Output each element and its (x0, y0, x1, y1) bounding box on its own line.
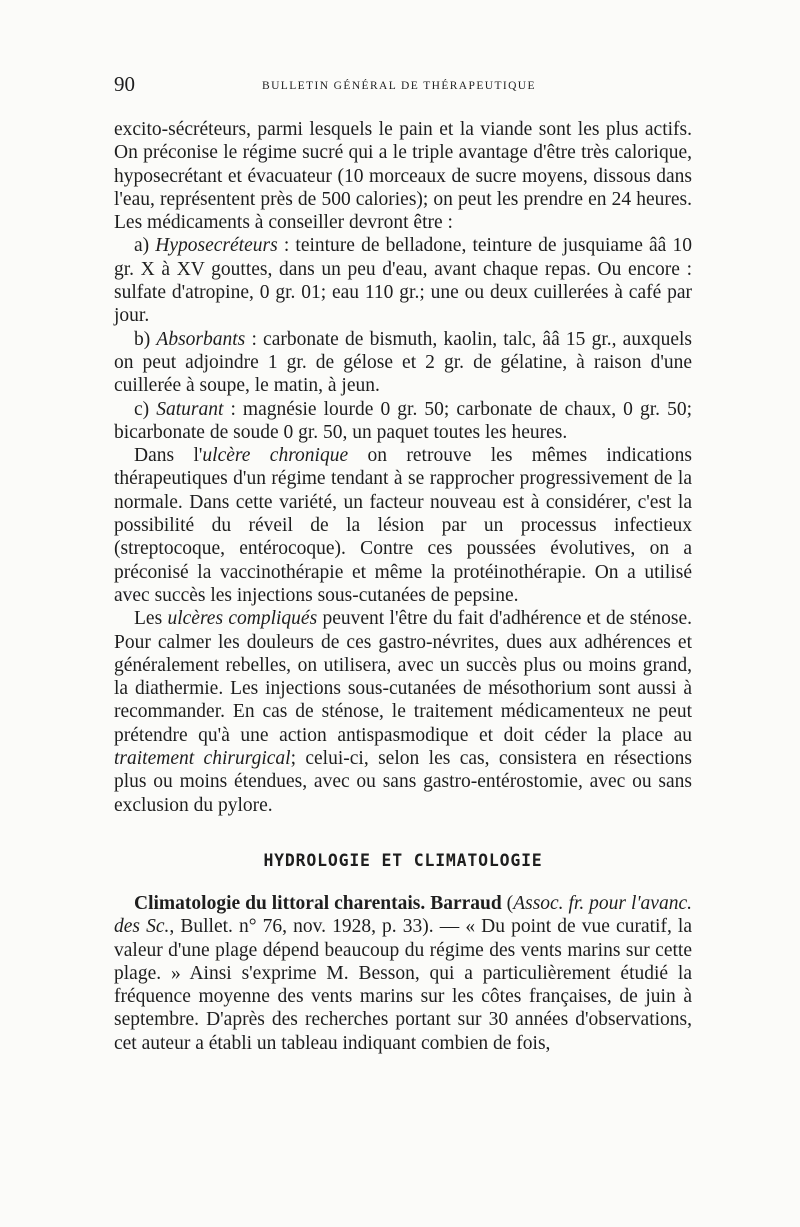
item-c-text: : magnésie lourde 0 gr. 50; carbonate de chaux, 0 gr. 50; bicarbonate de soude 0 gr. 50, un paquet toutes les heures. (114, 398, 692, 443)
item-b-prefix: b) (134, 328, 157, 350)
item-b-term: Absorbants (156, 328, 246, 350)
item-a-prefix: a) (134, 235, 156, 257)
running-head: BULLETIN GÉNÉRAL DE THÉRAPEUTIQUE (262, 80, 536, 92)
p3-emphasis-2: traitement chirurgical (114, 748, 291, 770)
article-author: Barraud (425, 892, 502, 914)
list-item-a (114, 234, 692, 327)
body-text (114, 118, 692, 817)
p3-after: ; celui-ci, selon les cas, consistera en résections plus ou moins étendues, avec ou sans gastro-entérostomie, avec ou sans exclusion du pylore. (114, 748, 692, 816)
section-heading: HYDROLOGIE ET CLIMATOLOGIE (263, 850, 543, 870)
p3-before: Les (134, 608, 168, 630)
paragraph-complicated-ulcers (114, 607, 692, 817)
item-c-prefix: c) (134, 398, 157, 420)
article-source-details: , Bullet. n° 76, nov. 1928, p. 33). (169, 916, 434, 938)
page-header (114, 72, 692, 106)
p2-after: on retrouve les mêmes indications thérapeutiques d'un régime tendant à se rapprocher progressivement de la normale. Dans cette variété, un facteur nouveau est à considérer, c'est la possibilité du réveil de la lésion par un processus infectieux (streptocoque, entérocoque). Contre ces poussées évolutives, on a préconisé la vaccinothérapie et même la protéinothérapie. On a utilisé avec succès les injections sous-cutanées de pepsine. (114, 445, 693, 606)
article-text: — « Du point de vue curatif, la valeur d'une plage dépend beaucoup du régime des vents marins sur cette plage. » Ainsi s'exprime M. Besson, qui a particulièrement étudié la fréquence moyenne des vents marins sur les côtes françaises, de juin à septembre. D'après des recherches portant sur 30 années d'observations, cet auteur a établi un tableau indiquant combien de fois, (114, 916, 692, 1054)
item-b-text: : carbonate de bismuth, kaolin, talc, ââ 15 gr., auxquels on peut adjoindre 1 gr. de gélose et 2 gr. de gélatine, à raison d'une cuillerée à soupe, le matin, à jeun. (114, 328, 692, 397)
list-item-c (114, 398, 692, 445)
p3-emphasis-1: ulcères compliqués (167, 608, 318, 630)
item-a-term: Hyposecréteurs (155, 235, 278, 257)
p2-before: Dans l' (134, 445, 203, 467)
item-a-text: : teinture de belladone, teinture de jusquiame ââ 10 gr. X à XV gouttes, dans un peu d'eau, avant chaque repas. Ou encore : sulfate d'atropine, 0 gr. 01; eau 110 gr.; une ou deux cuillerées à café par jour. (114, 235, 692, 327)
paragraph-chronic-ulcer (114, 444, 692, 607)
article-paragraph (114, 892, 692, 1055)
article-source-journal: Assoc. fr. pour l'avanc. des Sc. (114, 892, 692, 938)
p2-emphasis: ulcère chronique (202, 445, 349, 467)
item-c-term: Saturant (156, 398, 224, 420)
list-item-b (114, 328, 692, 398)
article-entry (114, 892, 692, 1055)
p3-mid: peuvent l'être du fait d'adhérence et de sténose. Pour calmer les douleurs de ces gastro-névrites, dues aux adhérences et généralement rebelles, on utilisera, avec un succès plus ou moins grand, la diathermie. Les injections sous-cutanées de mésothorium sont aussi à recommander. En cas de sténose, le traitement médicamenteux ne peut prétendre qu'à une action antispasmodique et doit céder la place au (114, 608, 693, 746)
page-number: 90 (114, 72, 135, 96)
article-source-open: ( (501, 892, 514, 914)
article-title: Climatologie du littoral charentais. (134, 892, 426, 914)
document-page (114, 72, 692, 1055)
paragraph-continued: excito-sécréteurs, parmi lesquels le pain et la viande sont les plus actifs. On préconise le régime sucré qui a le triple avantage d'être très calorique, hyposecrétant et évacuateur (10 morceaux de sucre moyens, dissous dans l'eau, représentent près de 500 calories); on peut les prendre en 24 heures. Les médicaments à conseiller devront être : (114, 119, 692, 234)
